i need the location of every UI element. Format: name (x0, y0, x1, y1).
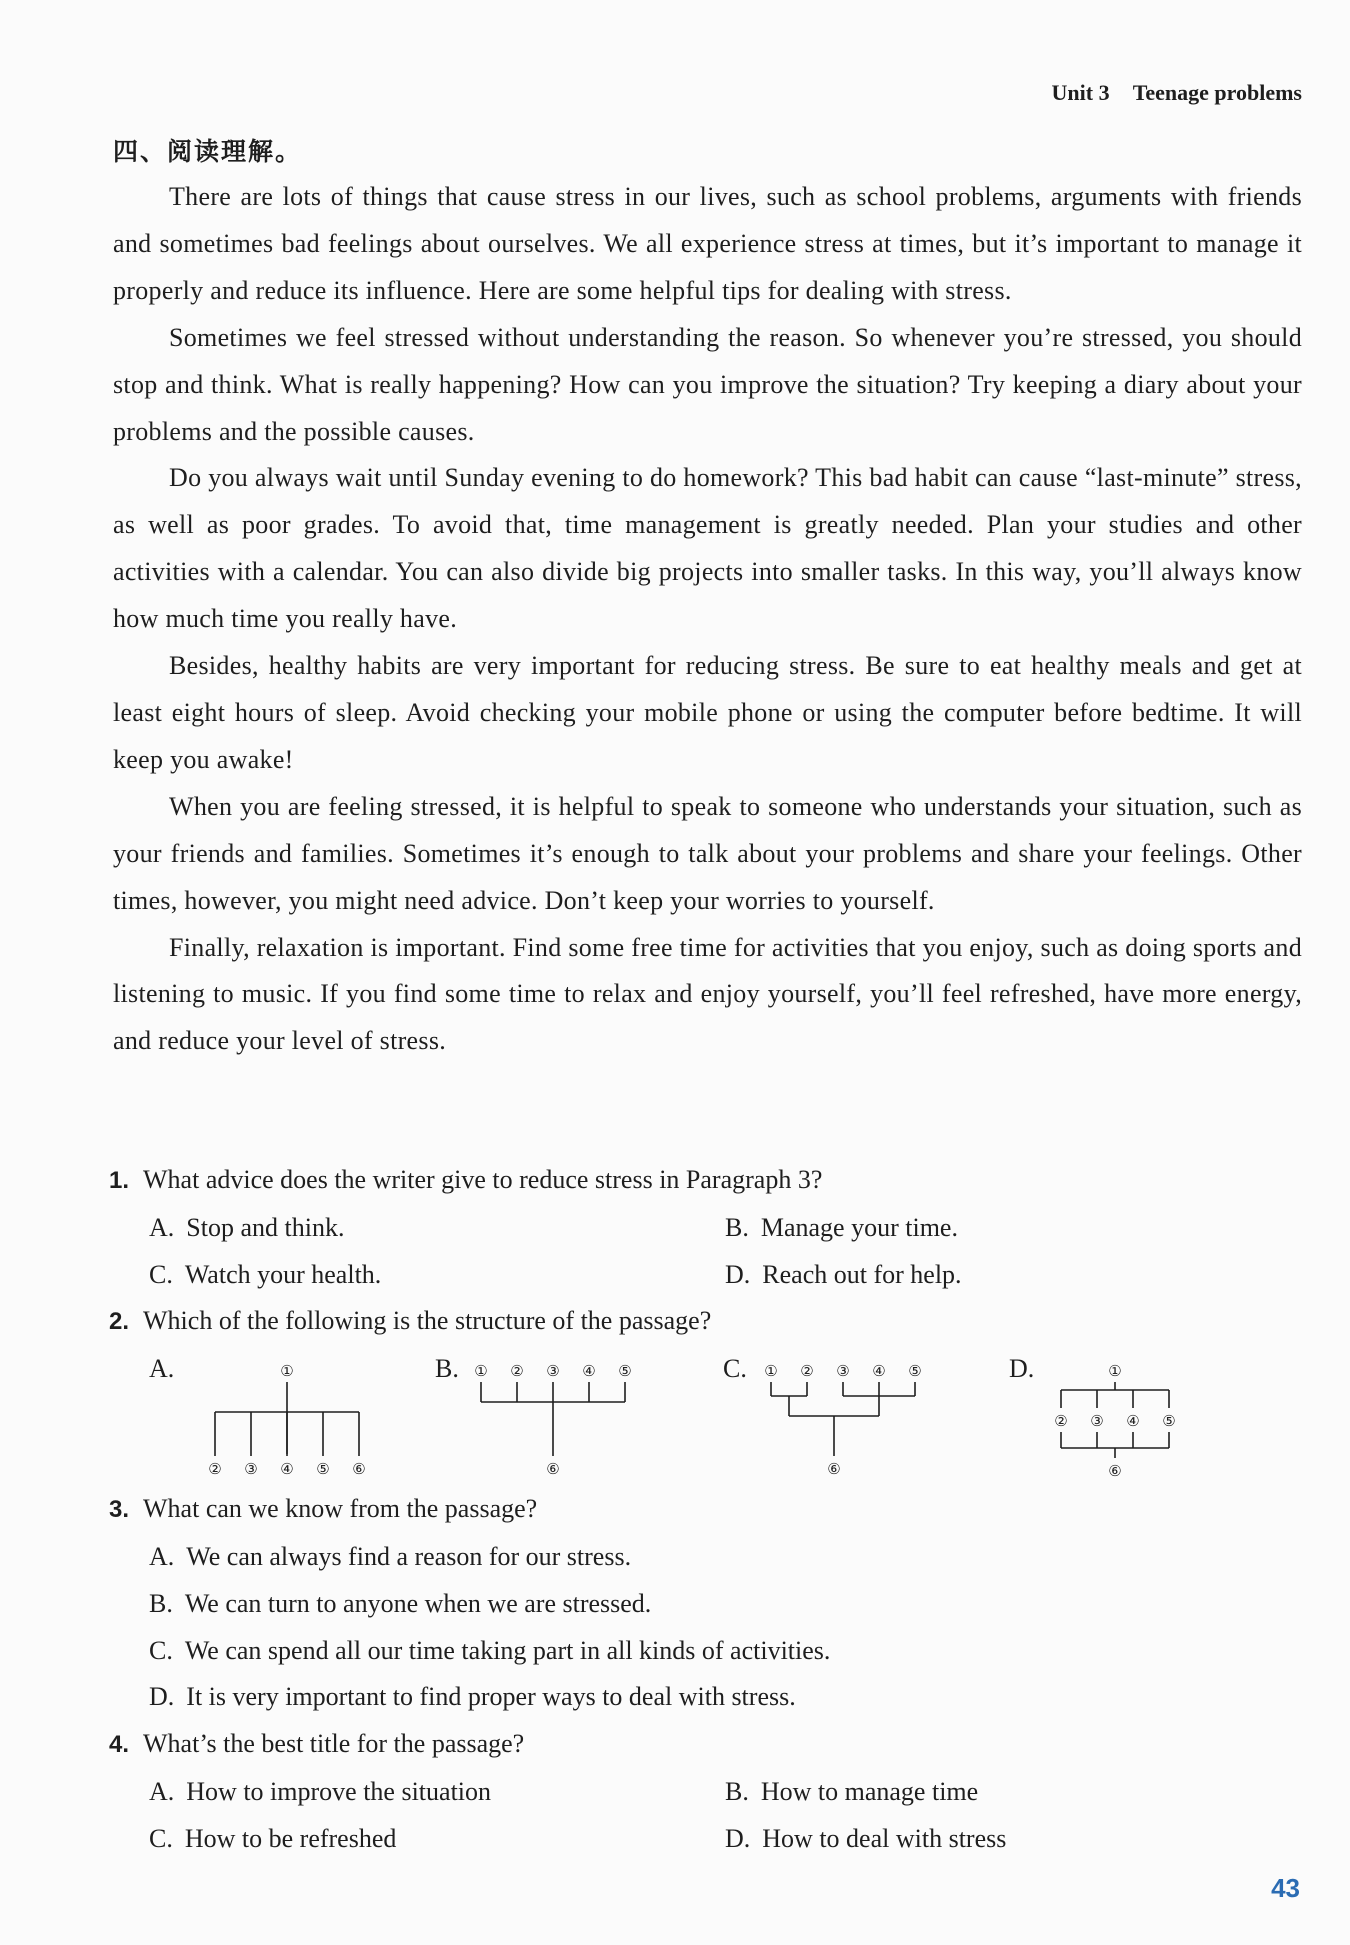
circled-number-3: ③ (546, 1362, 560, 1381)
question-1 (109, 1157, 1299, 1298)
circled-number-1: ① (764, 1362, 778, 1381)
circled-number-3: ③ (244, 1460, 258, 1479)
option-d[interactable]: D. Reach out for help. (725, 1259, 962, 1289)
question-stem: What can we know from the passage? (143, 1494, 538, 1524)
unit-topic: Teenage problems (1132, 80, 1302, 105)
question-2 (109, 1298, 1299, 1486)
option-b[interactable]: B. We can turn to anyone when we are stressed. (149, 1588, 652, 1618)
circled-number-6: ⑥ (546, 1460, 560, 1479)
option-d[interactable]: D. (1009, 1354, 1035, 1384)
option-b[interactable]: B. How to manage time (725, 1776, 979, 1806)
reading-passage (113, 174, 1302, 1065)
option-d[interactable]: D. How to deal with stress (725, 1823, 1007, 1853)
question-stem: What advice does the writer give to reduce stress in Paragraph 3? (143, 1165, 823, 1194)
option-a[interactable]: A. How to improve the situation (149, 1776, 492, 1806)
paragraph-4: Besides, healthy habits are very important for reducing stress. Be sure to eat healthy meals and get at least eight hours of sleep. Avoid checking your mobile phone or using the computer before bedtime. It will keep you awake! (113, 651, 1302, 774)
structure-diagram-b (469, 1346, 632, 1486)
paragraph-5: When you are feeling stressed, it is helpful to speak to someone who understands your situation, such as your friends and families. Sometimes it’s enough to talk about your problems and share your feelings. Other times, however, you might need advice. Don’t keep your worries to yourself. (113, 791, 1302, 915)
question-number: 3. (109, 1496, 130, 1524)
option-c[interactable]: C. Watch your health. (149, 1259, 382, 1289)
structure-diagram-c (759, 1346, 922, 1486)
circled-number-5: ⑤ (618, 1362, 632, 1381)
circled-number-5: ⑤ (316, 1460, 330, 1479)
question-number: 4. (109, 1731, 130, 1759)
circled-number-6: ⑥ (827, 1460, 841, 1479)
option-a[interactable]: A. Stop and think. (149, 1212, 345, 1242)
option-b[interactable]: B. Manage your time. (725, 1212, 958, 1242)
paragraph-1: There are lots of things that cause stress in our lives, such as school problems, arguments with friends and sometimes bad feelings about ourselves. We all experience stress at times, but it’s important to manage it properly and reduce its influence. Here are some helpful tips for dealing with stress. (113, 182, 1302, 305)
section-title: 四、阅读理解。 (113, 137, 303, 166)
paragraph-3: Do you always wait until Sunday evening to do homework? This bad habit can cause “last-minute” stress, as well as poor grades. To avoid that, time management is greatly needed. Plan your studies and other activities with a calendar. You can also divide big projects into smaller tasks. In this way, you’ll always know how much time you really have. (113, 463, 1302, 634)
circled-number-4: ④ (872, 1362, 886, 1381)
circled-number-4: ④ (582, 1362, 596, 1381)
structure-diagram-a (189, 1346, 419, 1486)
circled-number-6: ⑥ (352, 1460, 366, 1479)
option-c[interactable]: C. (723, 1354, 747, 1384)
question-4 (109, 1721, 1299, 1862)
circled-number-4: ④ (1126, 1412, 1140, 1431)
option-d[interactable]: D. It is very important to find proper ways to deal with stress. (149, 1682, 796, 1712)
option-c[interactable]: C. How to be refreshed (149, 1823, 397, 1853)
circled-number-3: ③ (836, 1362, 850, 1381)
question-3 (109, 1486, 1299, 1721)
option-a[interactable]: A. (149, 1354, 175, 1384)
question-number: 1. (109, 1167, 130, 1194)
circled-number-6: ⑥ (1108, 1462, 1122, 1481)
circled-number-2: ② (800, 1362, 814, 1381)
circled-number-2: ② (510, 1362, 524, 1381)
option-a[interactable]: A. We can always find a reason for our stress. (149, 1541, 632, 1571)
question-list (109, 1157, 1299, 1863)
structure-diagrams (109, 1346, 1299, 1486)
page-header (1052, 80, 1302, 106)
circled-number-1: ① (474, 1362, 488, 1381)
option-b[interactable]: B. (435, 1354, 459, 1384)
circled-number-1: ① (1108, 1362, 1122, 1381)
circled-number-3: ③ (1090, 1412, 1104, 1431)
page-number: 43 (1271, 1873, 1300, 1903)
circled-number-5: ⑤ (1162, 1412, 1176, 1431)
circled-number-2: ② (208, 1460, 222, 1479)
question-stem: Which of the following is the structure of the passage? (143, 1306, 712, 1336)
unit-label: Unit 3 (1051, 80, 1110, 105)
question-number: 2. (109, 1308, 130, 1336)
circled-number-2: ② (1054, 1412, 1068, 1431)
structure-diagram-d (1039, 1346, 1179, 1486)
circled-number-5: ⑤ (908, 1362, 922, 1381)
circled-number-1: ① (280, 1362, 294, 1381)
question-stem: What’s the best title for the passage? (143, 1729, 525, 1759)
paragraph-2: Sometimes we feel stressed without understanding the reason. So whenever you’re stressed, you should stop and think. What is really happening? How can you improve the situation? Try keeping a diary about your problems and the possible causes. (113, 322, 1302, 446)
circled-number-4: ④ (280, 1460, 294, 1479)
paragraph-6: Finally, relaxation is important. Find some free time for activities that you enjoy, such as doing sports and listening to music. If you find some time to relax and enjoy yourself, you’ll feel refreshed, have more energy, and reduce your level of stress. (113, 932, 1302, 1056)
option-c[interactable]: C. We can spend all our time taking part in all kinds of activities. (149, 1635, 831, 1665)
